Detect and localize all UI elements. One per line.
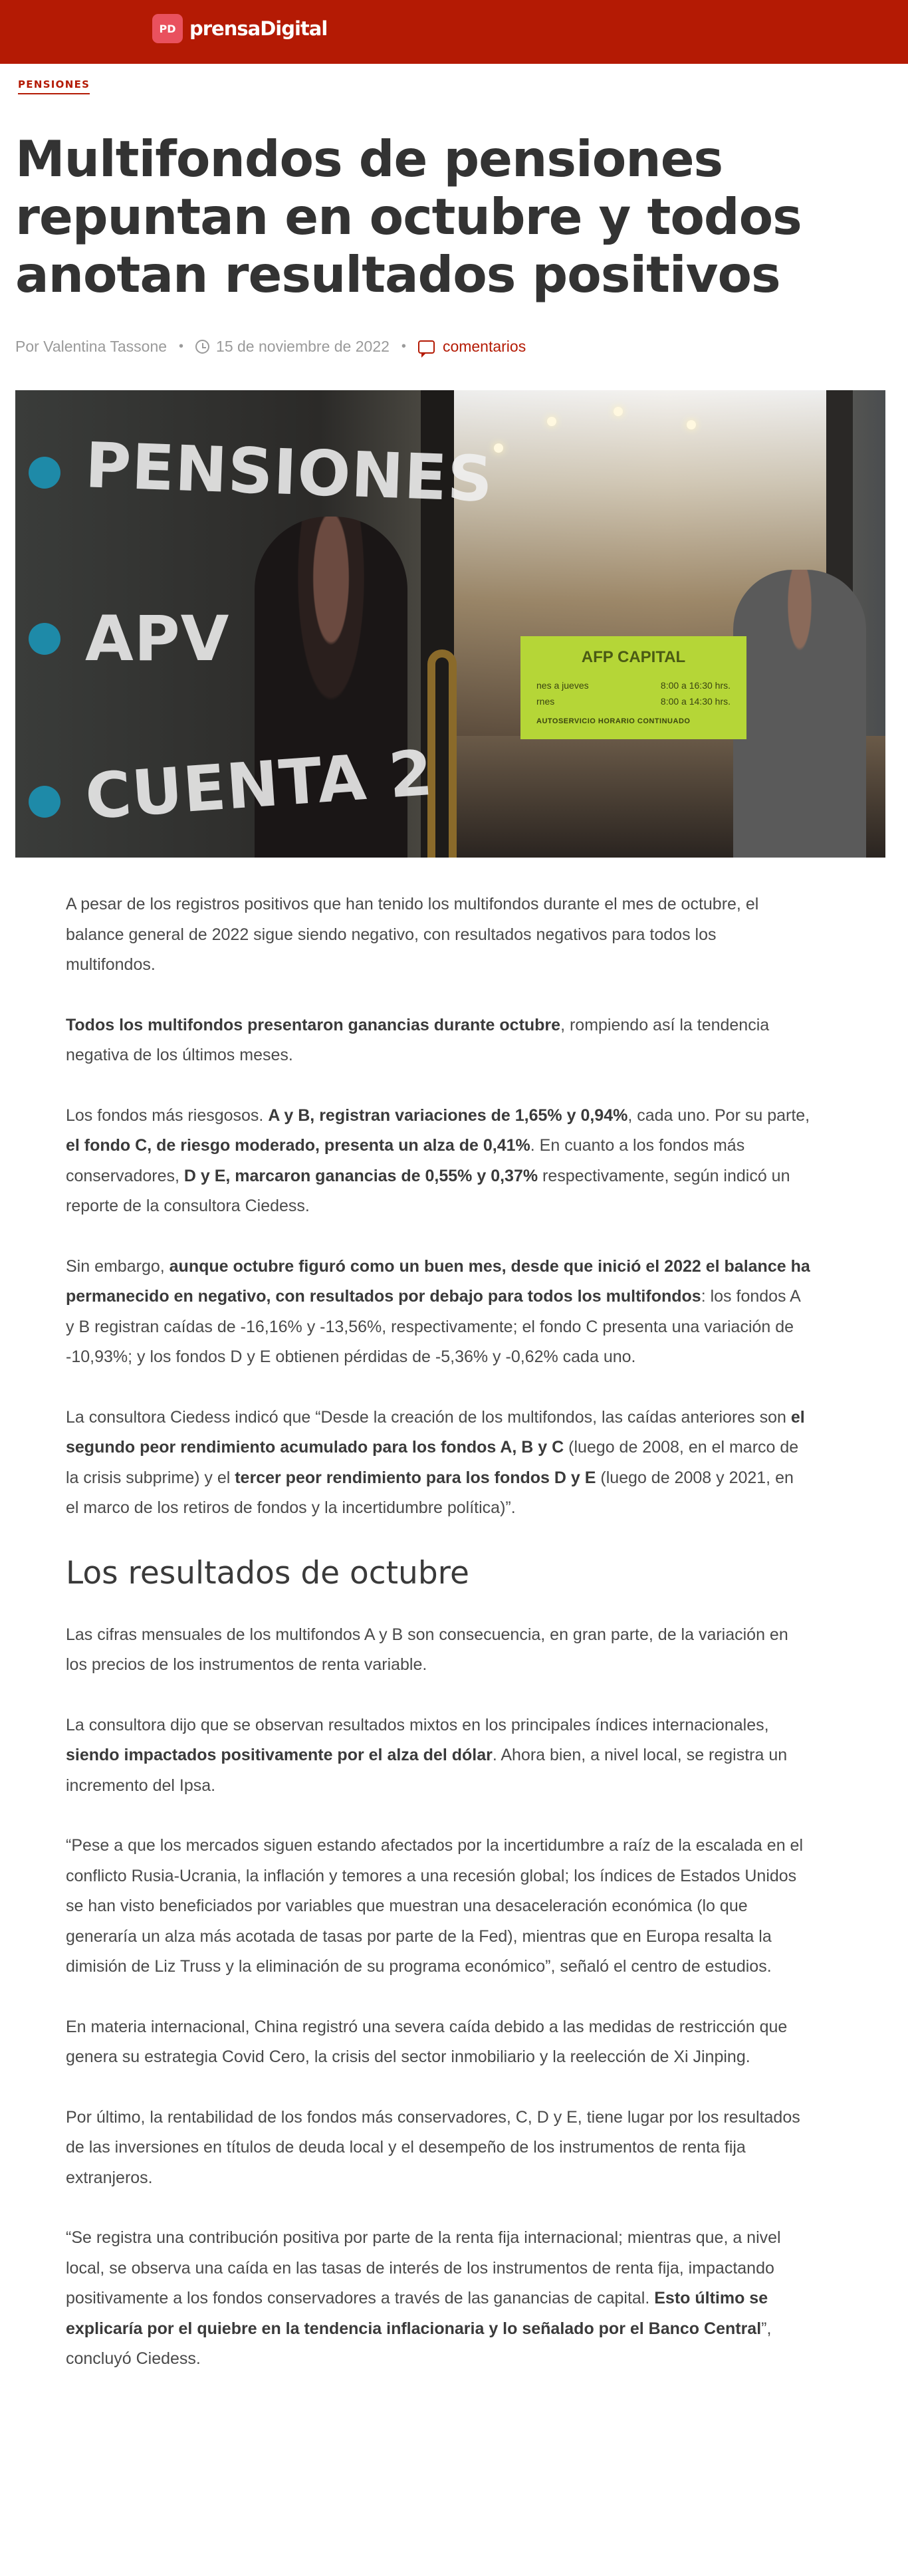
article-body bbox=[66, 889, 810, 2404]
category-link[interactable]: PENSIONES bbox=[18, 78, 90, 94]
circle-bullet-icon bbox=[29, 623, 60, 655]
text: (luego de 2008, en el marco de la crisis subprime) y el bbox=[66, 1438, 799, 1487]
text: : los fondos A y B registran caídas de -16,16% y -13,56%, respectivamente; el fondo C presenta una variación de -10,93%; y los fondos D y E obtienen pérdidas de -5,36% y -0,62% cada uno. bbox=[66, 1287, 800, 1366]
window-label-cuenta2: CUENTA 2 bbox=[82, 737, 436, 834]
ceiling-light bbox=[614, 407, 623, 416]
ceiling-light bbox=[547, 417, 556, 426]
paragraph: Por último, la rentabilidad de los fondos más conservadores, C, D y E, tiene lugar por los resultados de las inversiones en títulos de deuda local y el desempeño de los instrumentos de renta fija extranjeros. bbox=[66, 2107, 800, 2187]
office-sign-hours: 8:00 a 16:30 hrs. bbox=[660, 680, 731, 691]
paragraph: Las cifras mensuales de los multifondos A y B son consecuencia, en gran parte, de la variación en los precios de los instrumentos de renta variable. bbox=[66, 1625, 788, 1674]
ceiling-light bbox=[494, 443, 503, 453]
office-sign-hours: 8:00 a 14:30 hrs. bbox=[660, 696, 731, 707]
text: (luego de 2008 y 2021, en el marco de los retiros de fondos y la incertidumbre política)”. bbox=[66, 1468, 794, 1517]
office-sign-title: AFP CAPITAL bbox=[581, 648, 686, 666]
paragraph bbox=[66, 1710, 810, 1802]
bold-text: aunque octubre figuró como un buen mes, desde que inició el 2022 el balance ha permanecido en negativo, con resultados por debajo para todos los multifondos bbox=[66, 1256, 810, 1306]
bold-text: D y E, marcaron ganancias de 0,55% y 0,37% bbox=[183, 1166, 538, 1185]
paragraph bbox=[66, 1403, 810, 1524]
office-sign-day: rnes bbox=[536, 696, 555, 707]
person-silhouette bbox=[733, 570, 866, 858]
ceiling-light bbox=[687, 420, 696, 429]
bold-text: Todos los multifondos presentaron ganancias durante octubre bbox=[66, 1015, 561, 1034]
bold-text: A y B, registran variaciones de 1,65% y 0,94% bbox=[268, 1106, 628, 1125]
text: . En cuanto a los fondos más conservadores, bbox=[66, 1136, 745, 1185]
meta-separator: • bbox=[401, 339, 406, 354]
text: respectivamente, según indicó un reporte de la consultora Ciedess. bbox=[66, 1166, 790, 1215]
paragraph: “Pese a que los mercados siguen estando afectados por la incertidumbre a raíz de la escalada en el conflicto Rusia-Ucrania, la inflación y temores a una recesión global; los índices de Estados Unidos se han visto beneficiados por variables que muestran una desaceleración económica (lo que generaría un alza más acotada de tasas por parte de la Fed), mientras que en Europa resalta la dimisión de Liz Truss y la eliminación de su programa económico”, señaló el centro de estudios. bbox=[66, 1836, 803, 1976]
door-handle bbox=[427, 649, 457, 858]
paragraph: En materia internacional, China registró una severa caída debido a las medidas de restricción que genera su estrategia Covid Cero, la crisis del sector inmobiliario y la reelección de Xi Jinping. bbox=[66, 2017, 788, 2066]
text: . Ahora bien, a nivel local, se registra un incremento del Ipsa. bbox=[66, 1746, 788, 1795]
publish-date: 15 de noviembre de 2022 bbox=[216, 338, 390, 355]
text: La consultora dijo que se observan resultados mixtos en los principales índices internacionales, bbox=[66, 1715, 769, 1734]
text: La consultora Ciedess indicó que “Desde la creación de los multifondos, las caídas anteriores son bbox=[66, 1407, 791, 1427]
comment-icon bbox=[418, 340, 435, 354]
paragraph bbox=[66, 1010, 810, 1071]
featured-image bbox=[15, 390, 885, 858]
text: , rompiendo así la tendencia negativa de los últimos meses. bbox=[66, 1015, 770, 1064]
author-link[interactable]: Por Valentina Tassone bbox=[15, 338, 168, 355]
site-header bbox=[0, 0, 908, 64]
text: “Se registra una contribución positiva por parte de la renta fija internacional; mientras que, a nivel local, se observa una caída en las tasas de interés de los instrumentos de renta fija, impactando positivamente a los fondos conservadores a través de las ganancias de capital. bbox=[66, 2228, 781, 2307]
site-logo[interactable] bbox=[152, 14, 327, 43]
article-meta bbox=[15, 338, 526, 356]
bold-text: siendo impactados positivamente por el alza del dólar bbox=[66, 1746, 493, 1764]
text: Los fondos más riesgosos. bbox=[66, 1106, 269, 1125]
paragraph bbox=[66, 2223, 810, 2375]
clock-icon bbox=[195, 340, 209, 354]
bold-text: tercer peor rendimiento para los fondos D y E bbox=[235, 1468, 596, 1487]
office-sign-row bbox=[536, 696, 731, 707]
circle-bullet-icon bbox=[29, 457, 60, 489]
text: ”, concluyó Ciedess. bbox=[66, 2319, 772, 2368]
office-sign-day: nes a jueves bbox=[536, 680, 589, 691]
logo-text: prensaDigital bbox=[189, 17, 328, 40]
circle-bullet-icon bbox=[29, 786, 60, 818]
section-heading: Los resultados de octubre bbox=[66, 1554, 469, 1591]
text: , cada uno. Por su parte, bbox=[627, 1106, 810, 1125]
bold-text: Esto último se explicaría por el quiebre en la tendencia inflacionaria y lo señalado por el Banco Central bbox=[66, 2289, 768, 2338]
meta-separator: • bbox=[179, 339, 184, 354]
office-sign-footer: AUTOSERVICIO HORARIO CONTINUADO bbox=[536, 717, 691, 725]
comments-link[interactable]: comentarios bbox=[442, 338, 526, 355]
logo-badge-icon: PD bbox=[152, 14, 183, 43]
article-title: Multifondos de pensiones repuntan en octubre y todos anotan resultados positivos bbox=[15, 130, 802, 304]
bold-text: el fondo C, de riesgo moderado, presenta un alza de 0,41% bbox=[66, 1136, 530, 1155]
paragraph bbox=[66, 1101, 810, 1222]
window-label-pensiones: PENSIONES bbox=[84, 429, 495, 517]
office-hours-sign bbox=[520, 636, 746, 739]
paragraph bbox=[66, 1252, 810, 1373]
paragraph: A pesar de los registros positivos que han tenido los multifondos durante el mes de octubre, el balance general de 2022 sigue siendo negativo, con resultados negativos para todos los multifondos. bbox=[66, 895, 759, 974]
text: Sin embargo, bbox=[66, 1256, 170, 1276]
window-label-apv: APV bbox=[85, 603, 230, 675]
office-sign-row bbox=[536, 680, 731, 691]
bold-text: el segundo peor rendimiento acumulado para los fondos A, B y C bbox=[66, 1407, 805, 1457]
